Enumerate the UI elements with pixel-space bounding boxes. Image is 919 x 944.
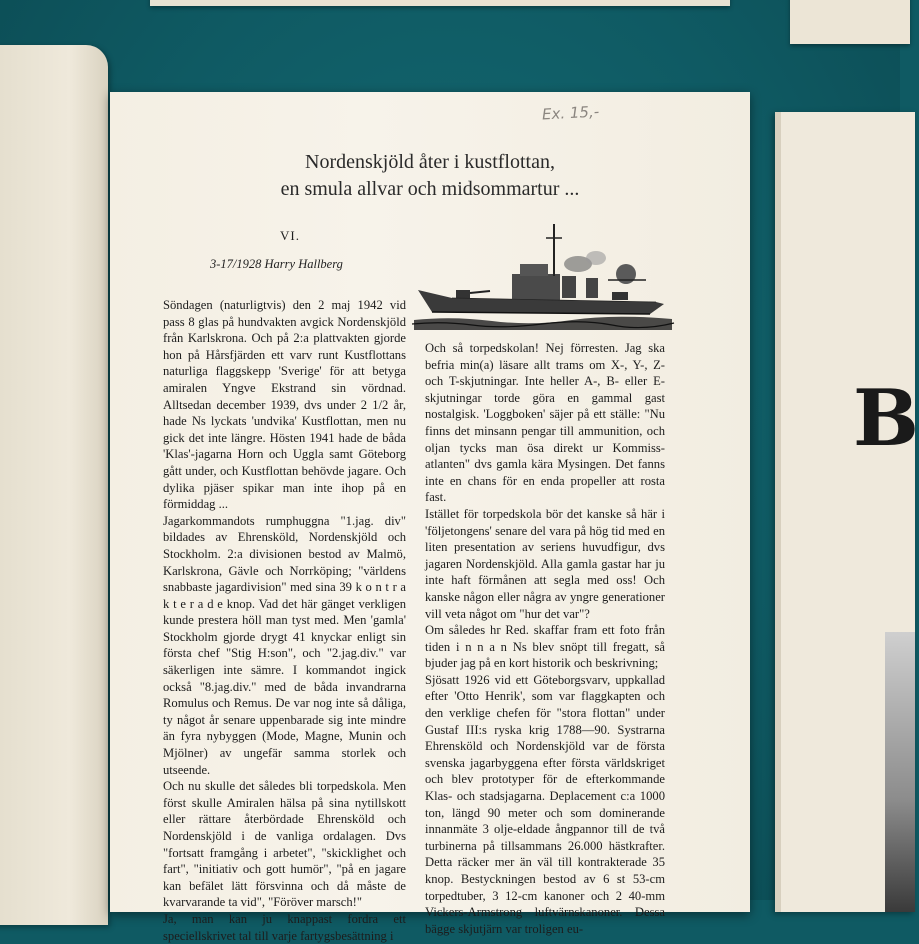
pencil-price-note: Ex. 15,- <box>541 102 600 124</box>
article-title <box>110 149 750 203</box>
left-facing-page <box>0 45 108 925</box>
title-line-1: Nordenskjöld åter i kustflottan, <box>305 151 555 173</box>
title-line-2: en smula allvar och midsommartur ... <box>280 178 580 200</box>
destroyer-illustration <box>412 220 674 336</box>
article-column-right: Och så torpedskolan! Nej förresten. Jag ska befria min(a) läsare allt trams om X-, Y-, Z- och T-skjutningar. Inte heller A-, B- eller E-skjutningar torde göra en gammal gast nostalgisk. 'Loggboken' säjer på ett ställe: "Nu finns det minsann pengar till ammunition, och oljan tycks man ösa direkt ur Kommiss-atlanten" dvs gamla kära Mysingen. Det fanns inte en chans för en enda propeller att rosta fast. Istället för torpedskola bör det kanske så här i 'följetongens' senare del vara på hög tid med en liten presentation av seriens huvudfigur, dvs jagaren Nordenskjöld. Alla gamla gastar har ju inte haft förmånen att segla med oss! Och kanske någon eller några av yngre generationer vill veta något om "hur det var"? Om således hr Red. skaffar fram ett foto från tiden i n n a n Ns blev snöpt till fregatt, så bjuder jag på en kort historik och beskrivning; Sjösatt 1926 vid ett Göteborgsvarv, uppkallad efter 'Otto Henrik', som var flaggkapten och den verklige chefen för "stora flottan" under Gustaf III:s ryska krig 1788—90. Systrarna Ehrensköld och Nordenskjöld var de första svenska jagarbyggena efter första världskriget och blev prototyper för de efterkommande Klas- och stadsjagarna. Deplacement c:a 1000 ton, längd 90 meter och som dominerande innanmäte 3 olje-eldade ångpannor till de två turbinerna på tillsammans 26.000 hästkrafter. Detta räcker mer än väl till kontrakterade 35 knop. Bestyckningen bestod av 6 st 53-cm torpedtuber, 3 12-cm kanoner och 2 40-mm Vickers-Armstrong luftvärnskanoner. Dessa bägge skjutjärn var troligen eu- <box>425 341 665 936</box>
adjacent-booklet <box>775 112 919 912</box>
byline: 3-17/1928 Harry Hallberg <box>210 257 343 271</box>
article-column-left: Söndagen (naturligtvis) den 2 maj 1942 vid pass 8 glas på hundvakten avgick Nordenskjöld från Karlskrona. Och på 2:a plattvakten gjorde hon på Hårsfjärden ett varv runt Kustflottans naturliga flaggskepp 'Sverige' för att betyga amiralen Yngve Ekstrand sin vördnad. Alltsedan december 1939, dvs under 2 1/2 år, hade Ns lyckats 'undvika' Kustflottan, men nu gick det inte längre. Hösten 1941 hade de båda 'Klas'-jagarna Horn och Uggla samt Göteborg gått under, och Kustflottan behövde jagare. Och dylika pjäser spikar man inte ihop på en förmiddag ... Jagarkommandots rumphuggna "1.jag. div" bildades av Ehrensköld, Nordenskjöld och Stockholm. 2:a divisionen bestod av Malmö, Karlskrona, Gävle och Norrköping; "världens snabbaste jagardivision" med sina 39 k o n t r a k t e r a d e knop. Vad det här gänget verkligen kunde prestera höll man tyst med. Men 'gamla' Stockholm gjorde drygt 41 knyckar enligt sin första chef "Stig H:son", och "2.jag.div." var säkerligen inte sämre. I kommandot ingick också "8.jag.div." med de båda invandrarna Romulus och Remus. De var nog inte så dåliga, ty något år senare uppenbarade sig inte mindre än fyra nybyggen (Mode, Magne, Munin och Mjölner) av ungefär samma storlek och utseende. Och nu skulle det således bli torpedskola. Men först skulle Amiralen hälsa på sina nytillskott eller rättare återbördade Ehrensköld och Nordenskjöld i de vanliga ordalagen. Dvs "fortsatt framgång i arbetet", "skicklighet och fart", "initiativ och gott humör", "på en jagare kan befälet lätt försvinna och då måste de kvarvarande ta vid", "Föröver marsch!" Ja, man kan ju knappast fordra ett speciellskrivet tal till varje fartygsbesättning i <box>163 298 406 943</box>
magazine-page <box>110 92 750 943</box>
stacked-sheet-top <box>150 0 730 6</box>
booklet-edge <box>775 112 781 912</box>
booklet-cover-letter-image: B <box>853 373 919 464</box>
stacked-sheet-top-right <box>790 0 910 44</box>
chapter-number: VI. <box>280 228 300 243</box>
booklet-photo <box>885 632 915 912</box>
